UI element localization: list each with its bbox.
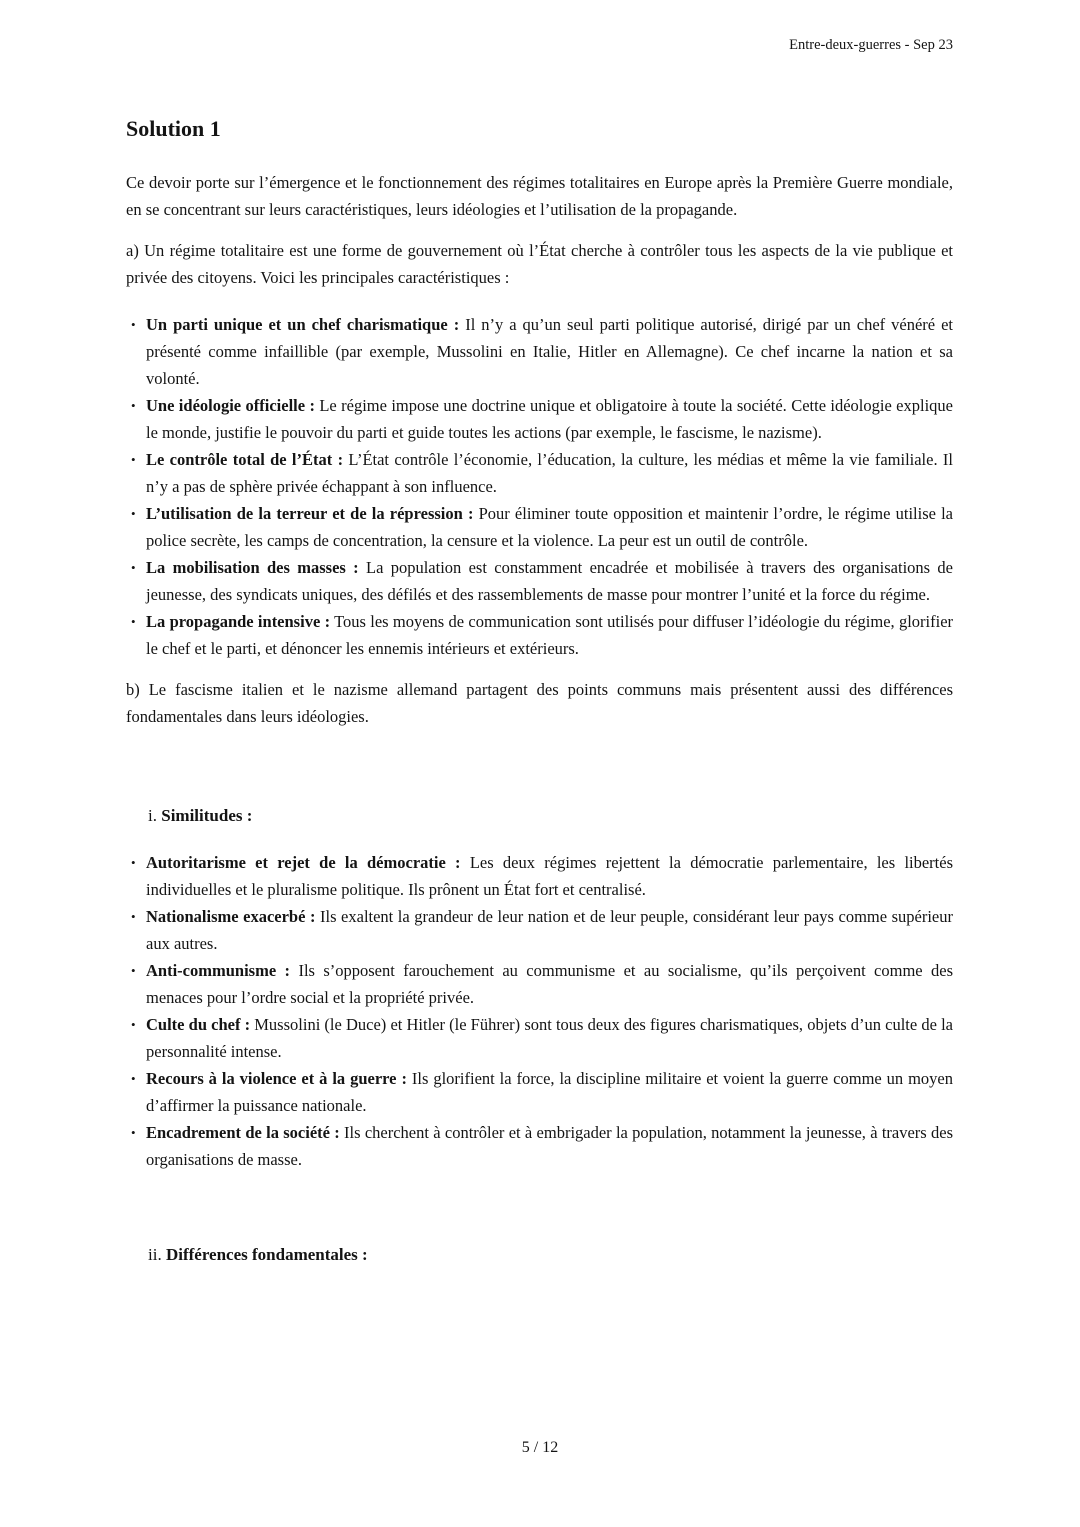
bullet-text: Ils glorifient la force, la discipline militaire et voient la guerre comme un moyen d’affirmer la puissance nationale. bbox=[146, 1069, 954, 1115]
list-item bbox=[126, 1119, 953, 1173]
bullet-text: Il n’y a qu’un seul parti politique autorisé, dirigé par un chef vénéré et présenté comme infaillible (par exemple, Mussolini en Italie, Hitler en Allemagne). Ce chef incarne la nation et sa volonté. bbox=[146, 315, 953, 388]
list-item bbox=[126, 311, 953, 392]
bullet-text: Les deux régimes rejettent la démocratie parlementaire, les libertés individuelles et le pluralisme politique. Ils prônent un État fort et centralisé. bbox=[146, 853, 954, 899]
bullet-text: Tous les moyens de communication sont utilisés pour diffuser l’idéologie du régime, glorifier le chef et le parti, et dénoncer les ennemis intérieurs et extérieurs. bbox=[146, 612, 954, 658]
intro-paragraph: Ce devoir porte sur l’émergence et le fonctionnement des régimes totalitaires en Europe après la Première Guerre mondiale, en se concentrant sur leurs caractéristiques, leurs idéologies et l’utilisation de la propagande. bbox=[126, 173, 953, 219]
bullet-label: Autoritarisme et rejet de la démocratie : bbox=[146, 853, 461, 872]
bullet-label: La propagande intensive : bbox=[146, 612, 331, 631]
similitudes-bullet-list bbox=[126, 849, 953, 1173]
bullet-text: Pour éliminer toute opposition et maintenir l’ordre, le régime utilise la police secrète, les camps de concentration, la censure et la violence. La peur est un outil de contrôle. bbox=[146, 504, 953, 550]
bullet-text: Ils s’opposent farouchement au communisme et au socialisme, qu’ils perçoivent comme des menaces pour l’ordre social et la propriété privée. bbox=[146, 961, 953, 1007]
part-b-lead: b) Le fascisme italien et le nazisme allemand partagent des points communs mais présentent aussi des différences fondamentales dans leurs idéologies. bbox=[126, 680, 953, 726]
bullet-label: Le contrôle total de l’État : bbox=[146, 450, 344, 469]
list-item bbox=[126, 446, 953, 500]
header-text: Entre-deux-guerres - Sep 23 bbox=[789, 37, 953, 53]
list-item bbox=[126, 957, 953, 1011]
list-item bbox=[126, 1011, 953, 1065]
part-a-lead: a) Un régime totalitaire est une forme de gouvernement où l’État cherche à contrôler tous les aspects de la vie publique et privée des citoyens. Voici les principales caractéristiques : bbox=[126, 241, 953, 287]
bullet-label: Un parti unique et un chef charismatique : bbox=[146, 315, 460, 334]
subheading-title: Différences fondamentales : bbox=[165, 1245, 368, 1264]
subheading-differences bbox=[148, 1241, 953, 1268]
list-item bbox=[126, 554, 953, 608]
subheading-numeral: ii. bbox=[148, 1245, 162, 1264]
bullet-text: Ils cherchent à contrôler et à embrigader la population, notamment la jeunesse, à travers des organisations de masse. bbox=[146, 1123, 953, 1169]
bullet-label: La mobilisation des masses : bbox=[146, 558, 359, 577]
bullet-text: Ils exaltent la grandeur de leur nation et de leur peuple, considérant leur pays comme supérieur aux autres. bbox=[146, 907, 953, 953]
bullet-text: Mussolini (le Duce) et Hitler (le Führer) sont tous deux des figures charismatiques, objets d’un culte de la personnalité intense. bbox=[146, 1015, 953, 1061]
subheading-similitudes bbox=[148, 802, 953, 829]
bullet-label: Une idéologie officielle : bbox=[146, 396, 315, 415]
list-item bbox=[126, 1065, 953, 1119]
page-number: 5 / 12 bbox=[521, 1439, 559, 1456]
bullet-label: Culte du chef : bbox=[146, 1015, 251, 1034]
list-item bbox=[126, 849, 953, 903]
subheading-numeral: i. bbox=[148, 806, 157, 825]
bullet-text: La population est constamment encadrée et mobilisée à travers des organisations de jeunesse, des syndicats uniques, des défilés et des rassemblements de masse pour montrer l’unité et la force du régime. bbox=[146, 558, 953, 604]
page-footer bbox=[0, 1437, 1080, 1459]
bullet-text: L’État contrôle l’économie, l’éducation, la culture, les médias et même la vie familiale. Il n’y a pas de sphère privée échappant à son influence. bbox=[146, 450, 953, 496]
subheading-title: Similitudes : bbox=[161, 806, 253, 825]
part-a-bullet-list bbox=[126, 311, 953, 662]
bullet-label: Anti-communisme : bbox=[146, 961, 291, 980]
bullet-label: Nationalisme exacerbé : bbox=[146, 907, 316, 926]
page-title: Solution 1 bbox=[126, 116, 221, 141]
list-item bbox=[126, 903, 953, 957]
list-item bbox=[126, 500, 953, 554]
bullet-label: Recours à la violence et à la guerre : bbox=[146, 1069, 407, 1088]
list-item bbox=[126, 608, 953, 662]
bullet-text: Le régime impose une doctrine unique et obligatoire à toute la société. Cette idéologie explique le monde, justifie le pouvoir du parti et guide toutes les actions (par exemple, le fascisme, le nazisme). bbox=[146, 396, 953, 442]
bullet-label: Encadrement de la société : bbox=[146, 1123, 340, 1142]
page-header bbox=[126, 36, 953, 54]
bullet-label: L’utilisation de la terreur et de la répression : bbox=[146, 504, 474, 523]
list-item bbox=[126, 392, 953, 446]
